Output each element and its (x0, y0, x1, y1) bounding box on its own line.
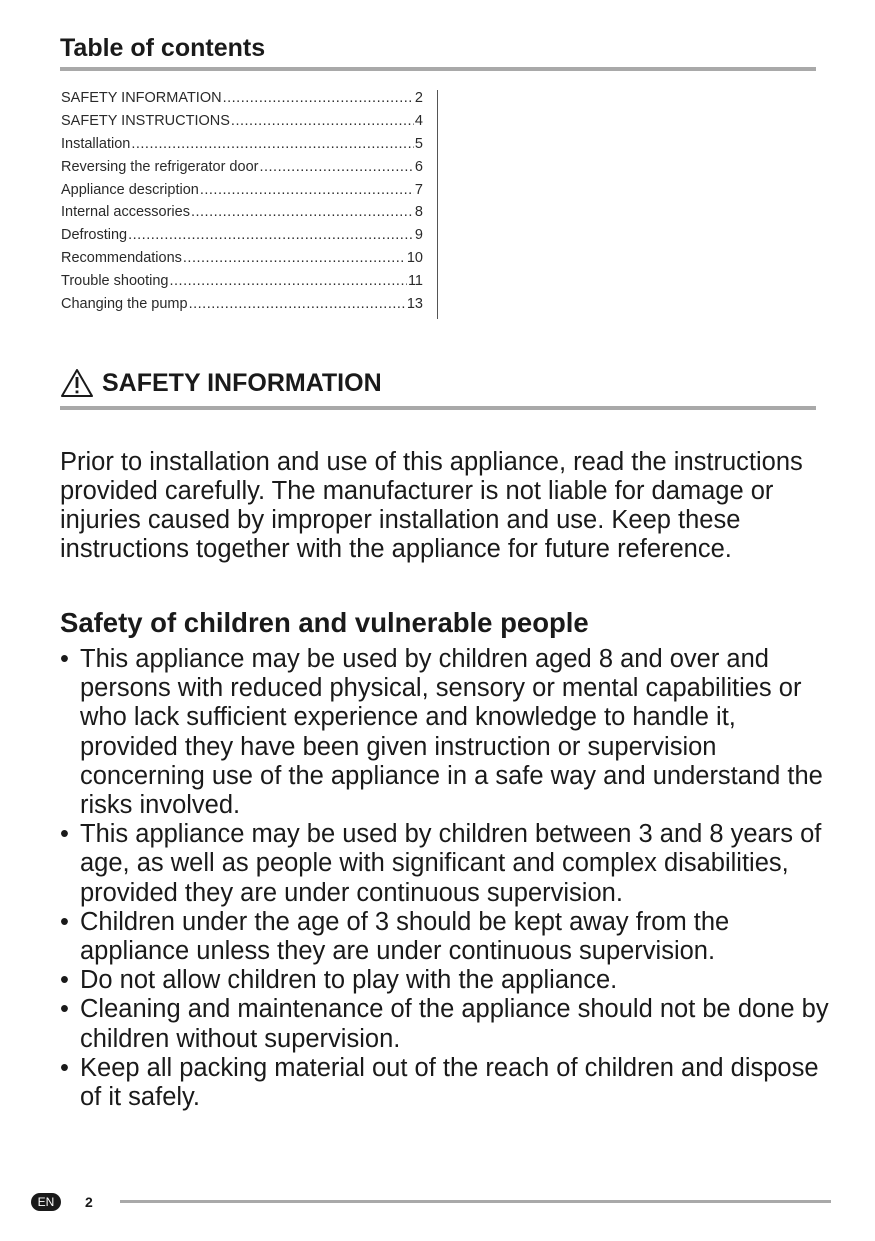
bullet-icon: • (60, 1053, 69, 1082)
toc-entry-label: SAFETY INFORMATION (61, 90, 222, 106)
bullet-icon: • (60, 995, 69, 1024)
toc-entry[interactable] (61, 296, 437, 319)
toc-entry[interactable] (61, 204, 437, 227)
toc-entry-label: Internal accessories (61, 204, 190, 221)
safety-intro: Prior to installation and use of this appliance, read the instructions provided carefully. The manufacturer is not liable for damage or injuries caused by improper installation and use. Keep these instructions together with the appliance for future reference. (60, 448, 803, 563)
toc-list (61, 90, 438, 319)
children-safety-title: Safety of children and vulnerable people (60, 607, 589, 638)
toc-entry-label: Installation (61, 135, 131, 152)
toc-entry[interactable] (61, 159, 437, 182)
list-item-text: Cleaning and maintenance of the appliance should not be done by children without supervision. (80, 995, 829, 1053)
safety-title-divider (60, 406, 816, 410)
safety-section-heading (60, 368, 382, 398)
toc-entry[interactable] (61, 113, 437, 136)
toc-entry-page: 10 (406, 250, 423, 267)
list-item-text: Keep all packing material out of the reach of children and dispose of it safely. (80, 1053, 819, 1112)
list-item (60, 966, 830, 995)
toc-entry-page: 11 (407, 273, 423, 290)
list-item (60, 820, 830, 908)
toc-entry-page: 5 (414, 135, 423, 152)
list-item-text: Do not allow children to play with the appliance. (80, 966, 618, 995)
list-item (60, 645, 830, 820)
toc-entry-page: 4 (414, 112, 423, 129)
toc-entry-page: 2 (414, 90, 423, 106)
toc-title-divider (60, 67, 816, 71)
bullet-icon: • (60, 645, 69, 673)
list-item (60, 1054, 830, 1112)
language-badge: EN (31, 1193, 61, 1211)
toc-entry-page: 7 (414, 181, 423, 198)
toc-entry-label: Reversing the refrigerator door (61, 158, 259, 175)
toc-entry[interactable] (61, 136, 437, 159)
toc-entry-label: Recommendations (61, 250, 182, 267)
toc-entry-label: Defrosting (61, 227, 128, 244)
list-item-text: This appliance may be used by children between 3 and 8 years of age, as well as people with significant and complex disabilities, provided they are under continuous supervision. (80, 820, 822, 907)
page-number: 2 (85, 1194, 93, 1210)
bullet-icon: • (60, 907, 69, 936)
toc-entry-page: 13 (406, 296, 423, 313)
toc-title: Table of contents (60, 34, 266, 62)
bullet-icon: • (60, 966, 69, 995)
toc-entry-label: Changing the pump (61, 296, 188, 313)
toc-entry-page: 6 (414, 158, 423, 175)
list-item (60, 908, 830, 966)
toc-entry[interactable] (61, 250, 437, 273)
toc-entry-label: Appliance description (61, 181, 199, 198)
children-safety-list (60, 645, 830, 1112)
list-item (60, 995, 830, 1053)
bullet-icon: • (60, 820, 69, 849)
toc-entry[interactable] (61, 227, 437, 250)
toc-entry-page: 9 (414, 227, 423, 244)
list-item-text: Children under the age of 3 should be kept away from the appliance unless they are under continuous supervision. (80, 907, 730, 966)
footer-divider (120, 1200, 831, 1203)
toc-entry[interactable] (61, 182, 437, 205)
toc-entry-label: Trouble shooting (61, 273, 169, 290)
toc-entry[interactable] (61, 90, 437, 113)
safety-title: SAFETY INFORMATION (102, 368, 382, 397)
toc-entry[interactable] (61, 273, 437, 296)
warning-triangle-icon (60, 368, 94, 398)
list-item-text: This appliance may be used by children aged 8 and over and persons with reduced physical, sensory or mental capabilities or who lack sufficient experience and knowledge to handle it, provided they have been given instruction or supervision concerning use of the appliance in a safe way and understand the risks involved. (80, 645, 823, 820)
toc-entry-label: SAFETY INSTRUCTIONS (61, 112, 230, 129)
toc-entry-page: 8 (414, 204, 423, 221)
